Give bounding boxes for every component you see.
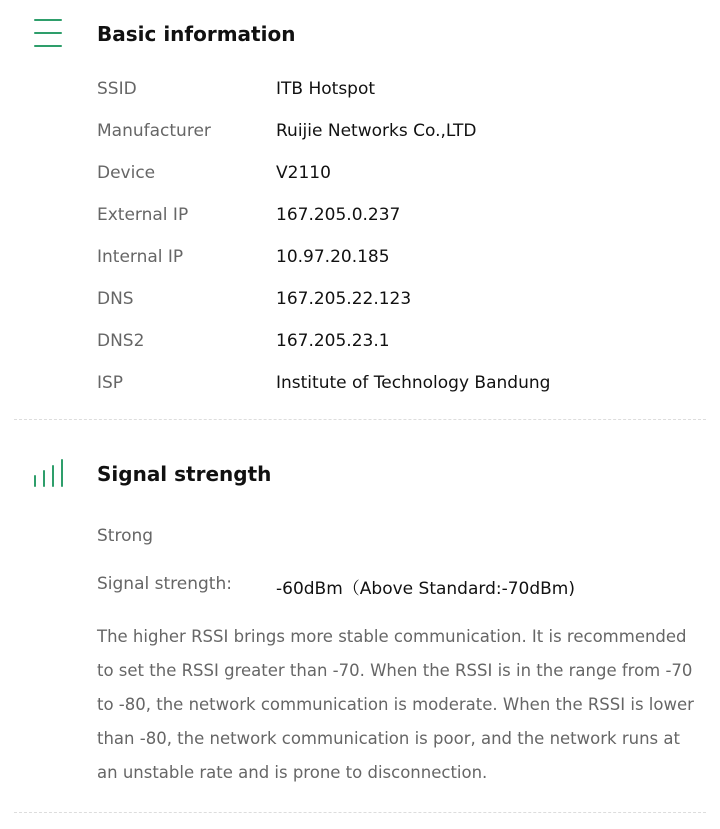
section-divider: [14, 419, 706, 420]
signal-strength-title: Signal strength: [97, 462, 272, 486]
basic-information-title: Basic information: [97, 22, 296, 46]
ssid-value: ITB Hotspot: [276, 79, 376, 99]
rssi-description: The higher RSSI brings more stable communication. It is recommended to set the RSSI greater than -70. When the RSSI is in the range from -70 to -80, the network communication is moderate. When the RSSI is lower than -80, the network communication is poor, and the network runs at an unstable rate and is prone to disconnection.: [97, 627, 694, 782]
dns2-label: DNS2: [97, 331, 145, 351]
dns-value: 167.205.22.123: [276, 289, 412, 309]
bottom-divider: [14, 812, 706, 813]
internal-ip-label: Internal IP: [97, 247, 184, 267]
signal-bars-icon: [34, 459, 64, 487]
device-value: V2110: [276, 163, 331, 183]
menu-lines-icon[interactable]: [34, 19, 62, 47]
internal-ip-value: 10.97.20.185: [276, 247, 390, 267]
signal-strength-label: Signal strength:: [97, 574, 232, 594]
ssid-label: SSID: [97, 79, 137, 99]
dns-label: DNS: [97, 289, 134, 309]
signal-strength-value: -60dBm（Above Standard:-70dBm): [276, 579, 576, 599]
isp-label: ISP: [97, 373, 124, 393]
manufacturer-value: Ruijie Networks Co.,LTD: [276, 121, 477, 141]
external-ip-value: 167.205.0.237: [276, 205, 401, 225]
manufacturer-label: Manufacturer: [97, 121, 211, 141]
dns2-value: 167.205.23.1: [276, 331, 390, 351]
external-ip-label: External IP: [97, 205, 189, 225]
device-label: Device: [97, 163, 156, 183]
signal-status: Strong: [97, 526, 154, 546]
isp-value: Institute of Technology Bandung: [276, 373, 551, 393]
